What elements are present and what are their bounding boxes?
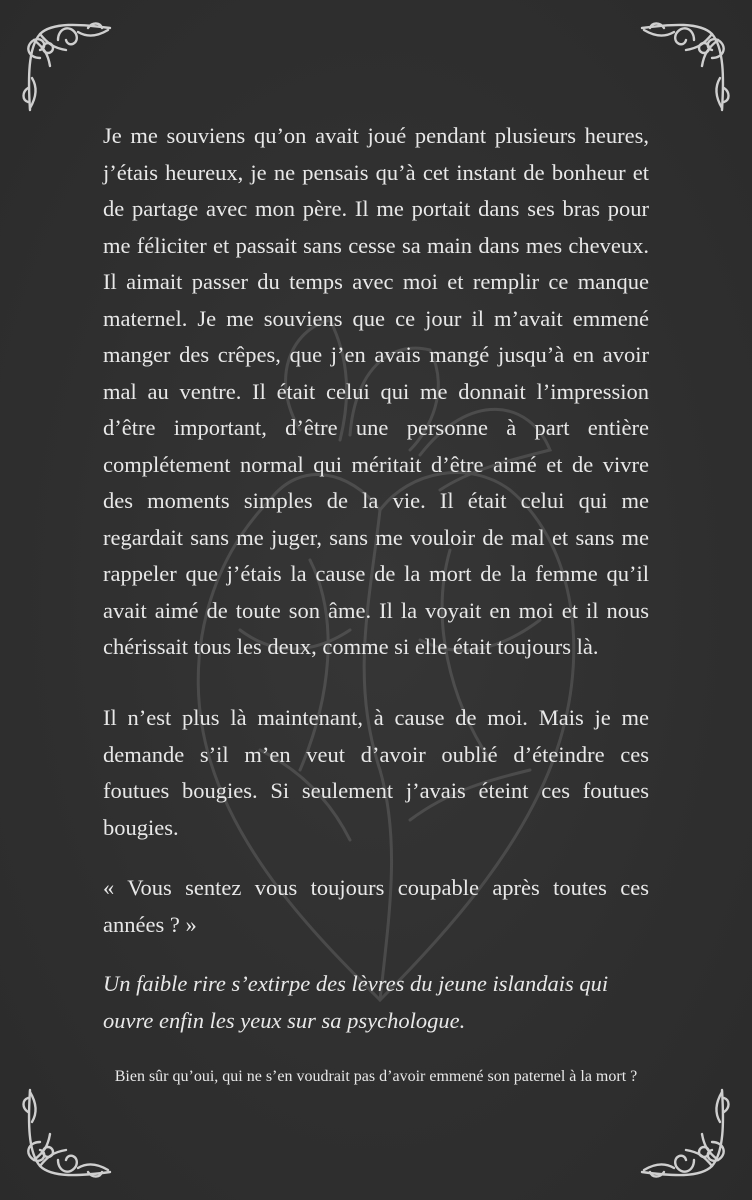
paragraph-guilt: Il n’est plus là maintenant, à cause de moi. Mais je me demande s’il m’en veut d’avoir oublié d’éteindre ces foutues bougies. Si seulement j’avais éteint ces foutues bougies.	[103, 705, 649, 840]
flourish-ornament-icon	[18, 1082, 118, 1182]
paragraph-memory: Je me souviens qu’on avait joué pendant plusieurs heures, j’étais heureux, je ne pensais qu’à cet instant de bonheur et de partage avec mon père. Il me portait dans ses bras pour me féliciter et passait sans cesse sa main dans mes cheveux. Il aimait passer du temps avec moi et remplir ce manque maternel. Je me souviens que ce jour il m’avait emmené manger des crêpes, que j’en avais mangé jusqu’à en avoir mal au ventre. Il était celui qui me donnait l’impression d’être important, d’être une personne à part entière complétement normal qui méritait d’être aimé et de vivre des moments simples de la vie. Il était celui qui me regardait sans me juger, sans me vouloir de mal et sans me rappeler que j’étais la cause de la mort de la femme qu’il avait aimé de toute son âme. Il la voyait en moi et il nous chérissait tous les deux, comme si elle était toujours là.	[103, 123, 649, 659]
flourish-ornament-icon	[18, 18, 118, 118]
paragraph-question: « Vous sentez vous toujours coupable après toutes ces années ? »	[103, 875, 649, 937]
paragraph-narration: Un faible rire s’extirpe des lèvres du jeune islandais qui ouvre enfin les yeux sur sa psychologue.	[103, 971, 609, 1033]
flourish-ornament-icon	[634, 18, 734, 118]
flourish-ornament-icon	[634, 1082, 734, 1182]
paragraph-answer: Bien sûr qu’oui, qui ne s’en voudrait pas d’avoir emmené son paternel à la mort ?	[114, 1068, 638, 1085]
